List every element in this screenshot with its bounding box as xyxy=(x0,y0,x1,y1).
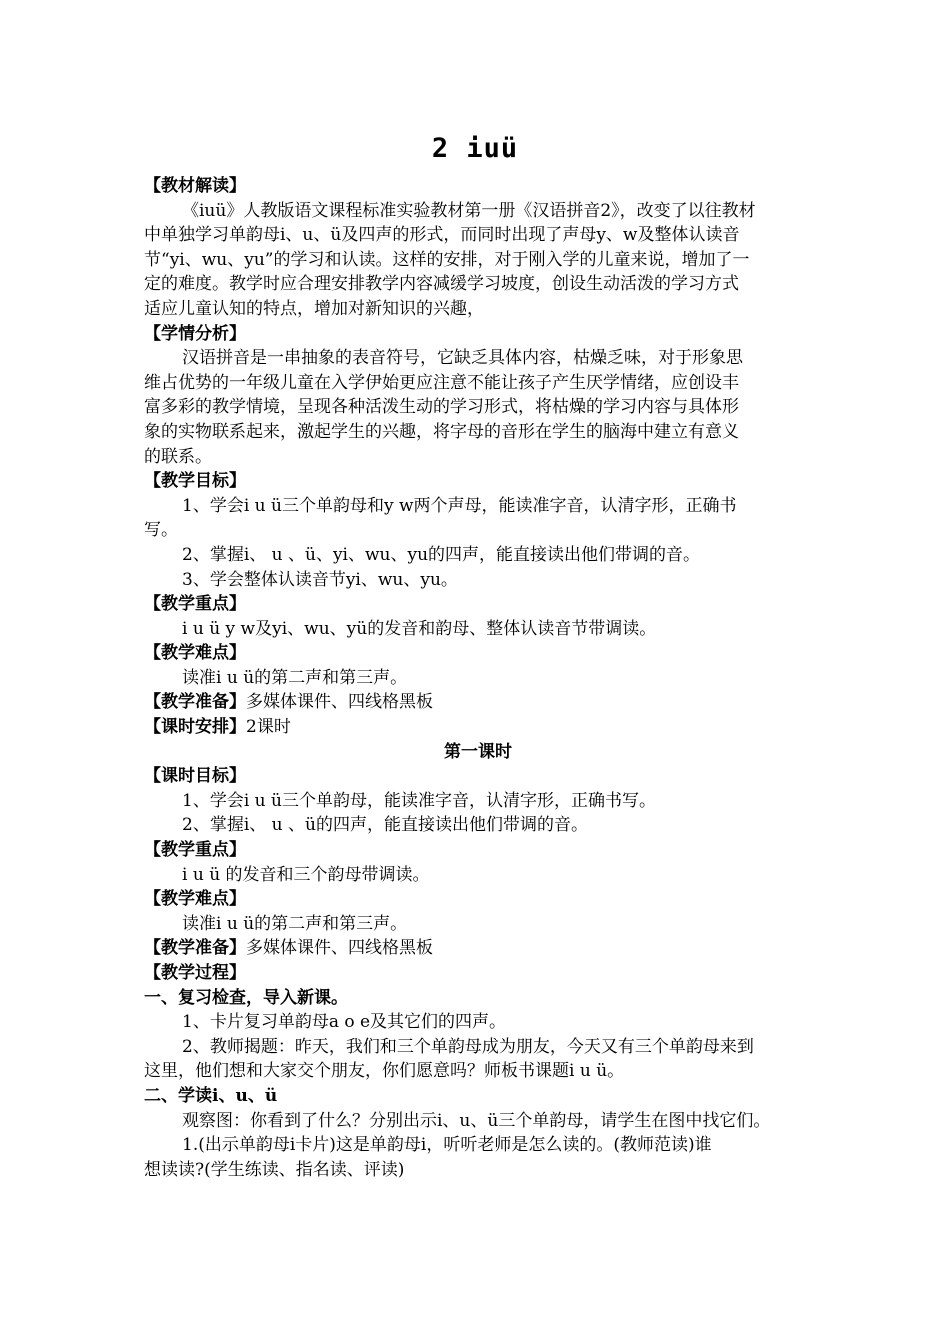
paragraph-line: 维占优势的一年级儿童在入学伊始更应注意不能让孩子产生厌学情绪，应创设丰 xyxy=(144,372,739,393)
section-text: 多媒体课件、四线格黑板 xyxy=(246,938,433,959)
list-item: 3、学会整体认读音节yi、wu、yu。 xyxy=(182,569,458,590)
paragraph-line: 《iuü》人教版语文课程标准实验教材第一册《汉语拼音2》，改变了以往教材 xyxy=(182,200,756,221)
list-item: 2、掌握i、 u 、ü的四声，能直接读出他们带调的音。 xyxy=(182,815,588,836)
paragraph-line: 中单独学习单韵母i、u、ü及四声的形式，而同时出现了声母y、w及整体认读音 xyxy=(144,225,740,246)
paragraph-line: 1.(出示单韵母i卡片)这是单韵母i，听听老师是怎么读的。(教师范读)谁 xyxy=(182,1135,712,1156)
paragraph-line: 读准i u ü的第二声和第三声。 xyxy=(182,667,408,688)
section-text: 多媒体课件、四线格黑板 xyxy=(246,692,433,713)
section-heading-nandian: 【教学难点】 xyxy=(144,643,246,664)
paragraph-line: 节“yi、wu、yu”的学习和认读。这样的安排，对于刚入学的儿童来说，增加了一 xyxy=(144,249,750,270)
section-heading-zhongdian-2: 【教学重点】 xyxy=(144,840,246,861)
paragraph-line: i u ü 的发音和三个韵母带调读。 xyxy=(182,864,430,885)
list-item: 1、学会i u ü三个单韵母，能读准字音，认清字形，正确书写。 xyxy=(182,790,656,811)
step-heading-2: 二、学读i、u、ü xyxy=(144,1085,278,1106)
paragraph-line: 观察图：你看到了什么？分别出示i、u、ü三个单韵母，请学生在图中找它们。 xyxy=(182,1110,771,1131)
section-zhunbei xyxy=(144,690,812,715)
step-heading-1: 一、复习检查，导入新课。 xyxy=(144,987,348,1008)
paragraph-line: i u ü y w及yi、wu、yü的发音和韵母、整体认读音节带调读。 xyxy=(182,618,657,639)
section-heading-zhunbei: 【教学准备】 xyxy=(144,692,246,713)
list-item-continuation: 这里，他们想和大家交个朋友，你们愿意吗？师板书课题i u ü。 xyxy=(144,1061,625,1082)
paragraph-line: 富多彩的教学情境，呈现各种活泼生动的学习形式，将枯燥的学习内容与具体形 xyxy=(144,397,739,418)
section-heading-zhunbei-2: 【教学准备】 xyxy=(144,938,246,959)
paragraph-line: 汉语拼音是一串抽象的表音符号，它缺乏具体内容，枯燥乏味，对于形象思 xyxy=(182,348,743,369)
lesson-title: 第一课时 xyxy=(444,741,512,762)
section-text: 2课时 xyxy=(246,717,291,738)
section-anpai xyxy=(144,715,812,740)
list-item: 1、卡片复习单韵母a o e及其它们的四声。 xyxy=(182,1012,507,1033)
list-item-continuation: 写。 xyxy=(144,520,178,541)
paragraph-line: 象的实物联系起来，激起学生的兴趣，将字母的音形在学生的脑海中建立有意义 xyxy=(144,421,739,442)
page-title: 2 iuü xyxy=(431,133,519,164)
list-item: 2、教师揭题：昨天，我们和三个单韵母成为朋友，今天又有三个单韵母来到 xyxy=(182,1036,754,1057)
section-zhunbei-2 xyxy=(144,936,812,961)
section-heading-nandian-2: 【教学难点】 xyxy=(144,889,246,910)
section-heading-guocheng: 【教学过程】 xyxy=(144,963,246,983)
section-heading-anpai: 【课时安排】 xyxy=(144,717,246,738)
document-body xyxy=(144,174,812,1182)
list-item: 2、掌握i、 u 、ü、yi、wu、yu的四声，能直接读出他们带调的音。 xyxy=(182,544,701,565)
paragraph-line: 读准i u ü的第二声和第三声。 xyxy=(182,913,408,934)
list-item: 1、学会i u ü三个单韵母和y w两个声母，能读准字音，认清字形，正确书 xyxy=(182,495,737,516)
section-heading-mubiao: 【教学目标】 xyxy=(144,471,246,492)
paragraph-line: 适应儿童认知的特点，增加对新知识的兴趣， xyxy=(144,298,484,319)
section-heading-keshi-mubiao: 【课时目标】 xyxy=(144,766,246,787)
paragraph-line: 的联系。 xyxy=(144,446,212,467)
paragraph-line: 定的难度。教学时应合理安排教学内容减缓学习坡度，创设生动活泼的学习方式 xyxy=(144,274,739,295)
section-heading-zhongdian: 【教学重点】 xyxy=(144,594,246,615)
paragraph-line-continuation: 想读读?(学生练读、指名读、评读) xyxy=(144,1159,405,1180)
section-heading-xueqing: 【学情分析】 xyxy=(144,323,246,344)
section-heading-jiaocai: 【教材解读】 xyxy=(144,176,246,196)
